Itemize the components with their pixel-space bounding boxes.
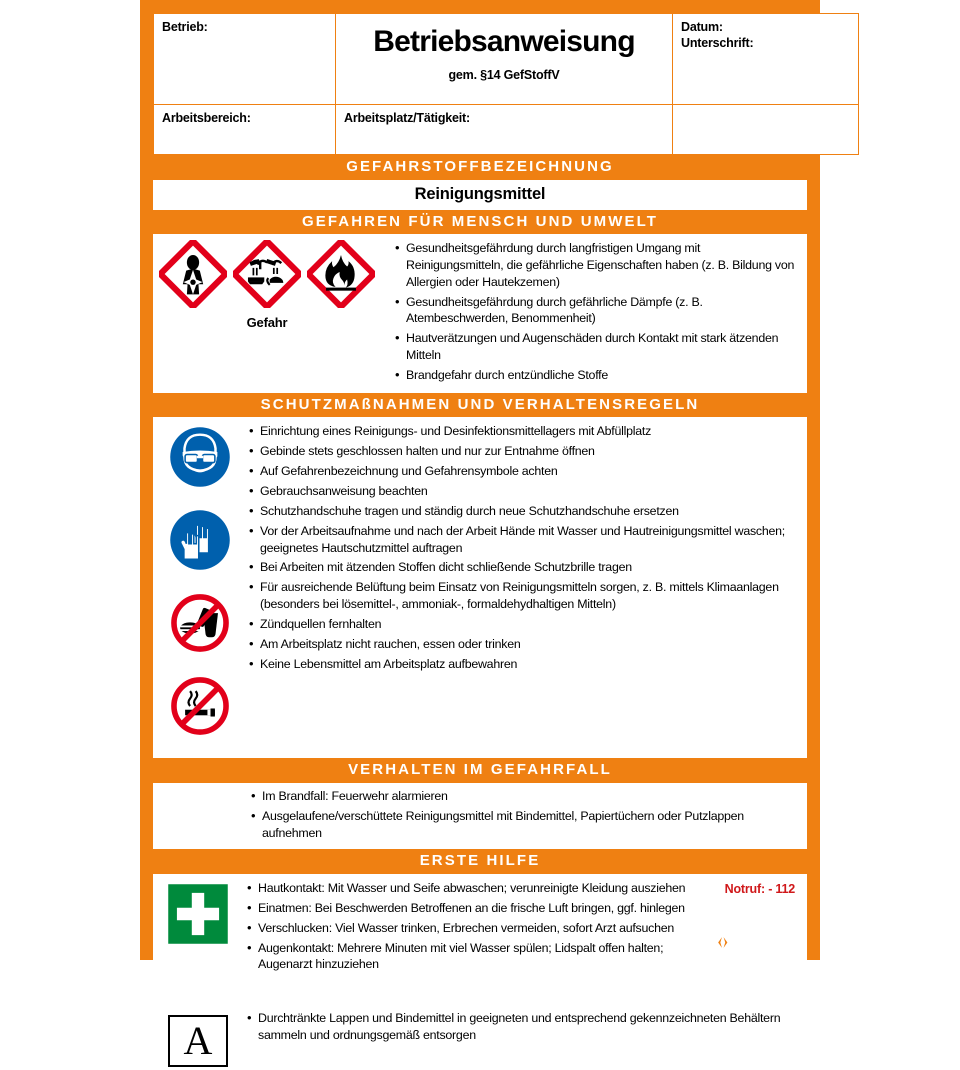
kroschke-mark-icon [714, 934, 731, 951]
header-row-1 [154, 14, 859, 105]
list-item: • Einatmen: Bei Beschwerden Betroffenen an die frische Luft bringen, ggf. hinlegen [247, 900, 715, 917]
emergency-box [153, 783, 807, 850]
protection-list [241, 423, 801, 764]
list-item: • Augenkontakt: Mehrere Minuten mit viel Wasser spülen; Lidspalt offen halten; Augenarzt hinzuziehen [247, 940, 715, 974]
list-item: • Am Arbeitsplatz nicht rauchen, essen oder trinken [249, 636, 795, 653]
list-item: • Keine Lebensmittel am Arbeitsplatz aufbewahren [249, 656, 795, 673]
no-eating-drinking-icon [169, 592, 231, 659]
field-arbeitsbereich-label: Arbeitsbereich: [162, 111, 251, 125]
ghs08-health-hazard-icon [159, 240, 227, 313]
no-smoking-icon [169, 675, 231, 742]
list-item: • Verschlucken: Viel Wasser trinken, Erbrechen vermeiden, sofort Arzt aufsuchen [247, 920, 715, 937]
brand-name: Kroschke [736, 935, 800, 950]
field-arbeitsplatz-label: Arbeitsplatz/Tätigkeit: [344, 111, 470, 125]
header-row-2 [154, 105, 859, 155]
page-title: Betriebsanweisung [373, 25, 635, 58]
band-schutzmassnahmen: SCHUTZMAßNAHMEN UND VERHALTENSREGELN [260, 395, 700, 413]
list-item: • Hautverätzungen und Augenschäden durch Kontakt mit stark ätzenden Mitteln [395, 330, 795, 364]
field-datum-label: Datum: [681, 20, 723, 34]
disposal-list [239, 1010, 803, 1067]
list-item: • Schutzhandschuhe tragen und ständig durch neue Schutzhandschuhe ersetzen [249, 503, 795, 520]
band-gefahrstoffbezeichnung: GEFAHRSTOFFBEZEICHNUNG [346, 158, 614, 175]
list-item: • Für ausreichende Belüftung beim Einsatz von Reinigungsmitteln sorgen, z. B. mittels Klimaanlagen (besonders bei lösemittel-, ammoniak-, formaldehydhaltigen Mitteln) [249, 579, 795, 613]
list-item: • Gesundheitsgefährdung durch langfristigen Umgang mit Reinigungsmitteln, die gefährliche Eigenschaften haben (z. B. Bildung von Allergien oder Hautekzemen) [395, 240, 795, 291]
wear-protective-gloves-icon [169, 509, 231, 576]
list-item: • Im Brandfall: Feuerwehr alarmieren [251, 788, 795, 805]
field-betrieb-label: Betrieb: [162, 20, 208, 34]
band-erste-hilfe: ERSTE HILFE [419, 852, 541, 870]
hazards-box [153, 234, 807, 393]
field-arbeitsbereich-cell[interactable] [154, 105, 336, 155]
wear-eye-protection-icon [169, 426, 231, 493]
field-unterschrift-label: Unterschrift: [681, 35, 754, 50]
field-datum-cell[interactable] [673, 14, 859, 105]
hazard-list [375, 240, 801, 387]
band-gefahren: GEFAHREN FÜR MENSCH UND UMWELT [301, 212, 659, 230]
betriebsanweisung-poster [140, 0, 820, 1063]
disposal-class-a-icon: A [168, 1015, 228, 1067]
field-signature-cell[interactable] [673, 105, 859, 155]
field-betrieb-cell[interactable] [154, 14, 336, 105]
protection-box [153, 417, 807, 758]
signal-word: Gefahr [246, 315, 288, 330]
first-aid-icon [167, 883, 229, 950]
substance-box [153, 180, 807, 210]
emergency-number: Notruf: - 112 [724, 881, 795, 896]
band-gefahrfall: VERHALTEN IM GEFAHRFALL [348, 761, 612, 779]
band-entsorgung: SACHGERECHTE ENTSORGUNG [337, 985, 623, 1003]
list-item: • Einrichtung eines Reinigungs- und Desinfektionsmittellagers mit Abfüllplatz [249, 423, 795, 440]
first-aid-list [239, 880, 721, 976]
list-item: • Hautkontakt: Mit Wasser und Seife abwaschen; verunreinigte Kleidung ausziehen [247, 880, 715, 897]
ghs02-flammable-icon [307, 240, 375, 313]
field-arbeitsplatz-cell[interactable] [336, 105, 673, 155]
page-subtitle: gem. §14 GefStoffV [448, 67, 560, 82]
list-item: • Bei Arbeiten mit ätzenden Stoffen dicht schließende Schutzbrille tragen [249, 559, 795, 576]
title-cell [336, 14, 673, 105]
list-item: • Gebinde stets geschlossen halten und nur zur Entnahme öffnen [249, 443, 795, 460]
list-item: • Durchtränkte Lappen und Bindemittel in geeigneten und entsprechend gekennzeichneten Behältern sammeln und ordnungsgemäß entsorgen [247, 1010, 797, 1044]
list-item: • Zündquellen fernhalten [249, 616, 795, 633]
header-table [153, 13, 859, 155]
list-item: • Vor der Arbeitsaufnahme und nach der Arbeit Hände mit Wasser und Hautreinigungsmittel waschen; geeignetes Hautschutzmittel auftragen [249, 523, 795, 557]
list-item: • Auf Gefahrenbezeichnung und Gefahrensymbole achten [249, 463, 795, 480]
ghs05-corrosive-icon [233, 240, 301, 313]
list-item: • Brandgefahr durch entzündliche Stoffe [395, 367, 795, 384]
substance-name: Reinigungsmittel [414, 184, 546, 203]
footer-logo [714, 934, 800, 951]
emergency-list [159, 788, 801, 845]
list-item: • Gebrauchsanweisung beachten [249, 483, 795, 500]
disposal-box [153, 1007, 807, 1063]
list-item: • Ausgelaufene/verschüttete Reinigungsmittel mit Bindemittel, Papiertüchern oder Putzlappen aufnehmen [251, 808, 795, 842]
list-item: • Gesundheitsgefährdung durch gefährliche Dämpfe (z. B. Atembeschwerden, Benommenheit) [395, 294, 795, 328]
first-aid-box [153, 874, 807, 982]
